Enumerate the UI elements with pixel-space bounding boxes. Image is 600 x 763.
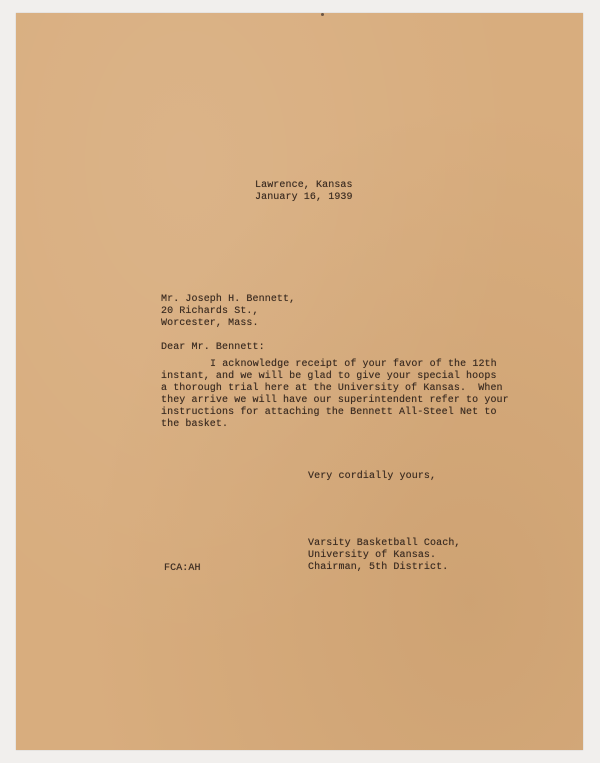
top-mark — [321, 13, 324, 16]
closing: Very cordially yours, — [308, 471, 437, 482]
body-line-5: instructions for attaching the Bennett All-Steel Net to — [161, 407, 497, 418]
body-line-1: I acknowledge receipt of your favor of the 12th — [210, 359, 497, 370]
body-line-2: instant, and we will be glad to give your special hoops — [161, 371, 497, 382]
typist-initials: FCA:AH — [164, 563, 201, 574]
recipient-city: Worcester, Mass. — [161, 318, 259, 329]
salutation: Dear Mr. Bennett: — [161, 342, 265, 353]
signature-district: Chairman, 5th District. — [308, 562, 449, 573]
place-line: Lawrence, Kansas — [255, 180, 353, 191]
body-line-3: a thorough trial here at the University of Kansas. When — [161, 383, 503, 394]
date-line: January 16, 1939 — [255, 192, 353, 203]
recipient-name: Mr. Joseph H. Bennett, — [161, 294, 296, 305]
signature-institution: University of Kansas. — [308, 550, 437, 561]
body-line-4: they arrive we will have our superintendent refer to your — [161, 395, 509, 406]
body-line-6: the basket. — [161, 419, 229, 430]
signature-title: Varsity Basketball Coach, — [308, 538, 461, 549]
recipient-street: 20 Richards St., — [161, 306, 259, 317]
letter-sheet — [16, 13, 583, 750]
